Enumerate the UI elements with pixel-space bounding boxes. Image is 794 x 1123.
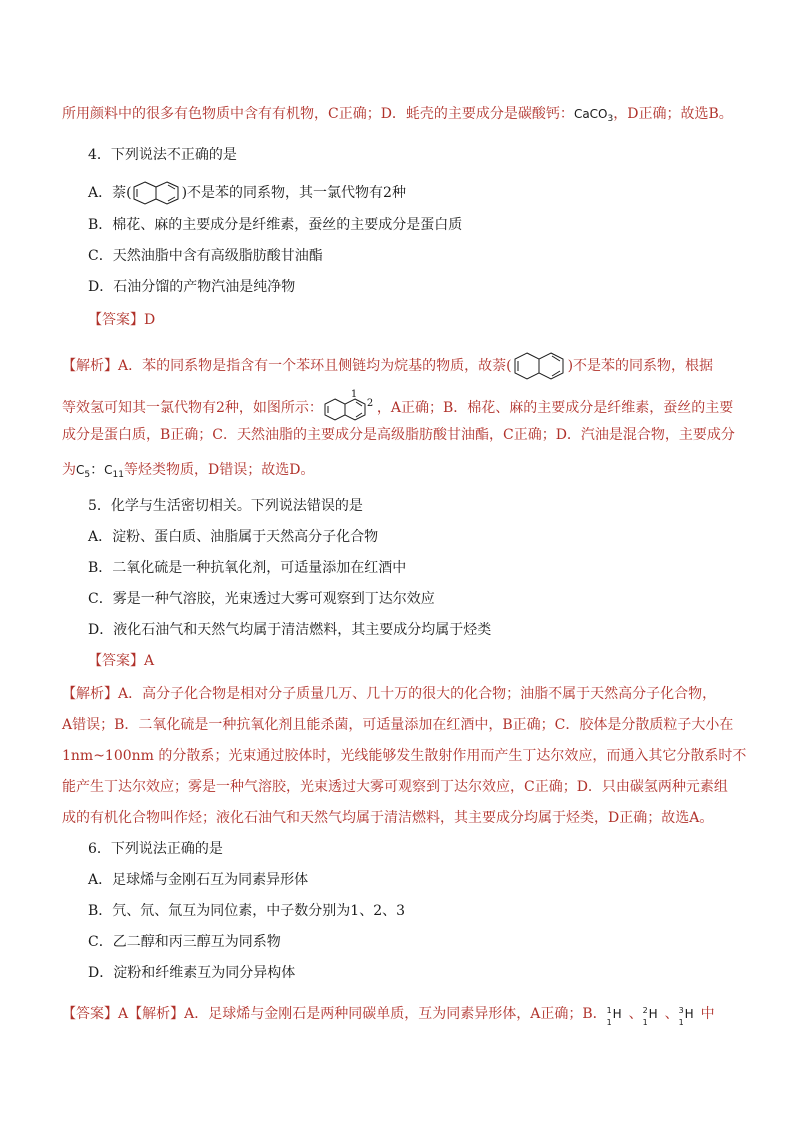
question-4-stem: 4．下列说法不正确的是 [88, 147, 237, 163]
question-4-explanation-4: 为$C_5$：$C_{11}$等烃类物质，D错误；故选D。 [62, 462, 315, 480]
question-5-explanation-2: A错误；B．二氧化硫是一种抗氧化剂且能杀菌，可适量添加在红酒中，B正确；C．胶体是分散质粒子大小在 [62, 717, 734, 733]
question-5-stem: 5．化学与生活密切相关。下列说法错误的是 [88, 498, 363, 514]
question-5-explanation-1: 【解析】A．高分子化合物是相对分子质量几万、几十万的很大的化合物；油脂不属于天然高分子化合物， [62, 686, 717, 702]
question-5-option-b: B．二氧化硫是一种抗氧化剂，可适量添加在红酒中 [88, 560, 407, 576]
position-label-1: 1 [350, 389, 358, 400]
question-6-option-b: B．氕、氘、氚互为同位素，中子数分别为1、2、3 [88, 903, 406, 919]
question-5-explanation-4: 能产生丁达尔效应；雾是一种气溶胶，光束透过大雾可观察到丁达尔效应，C正确；D．只由碳氢两种元素组 [62, 779, 728, 795]
question-5-option-d: D．液化石油气和天然气均属于清洁燃料，其主要成分均属于烃类 [88, 622, 492, 638]
question-5-option-c: C．雾是一种气溶胶，光束透过大雾可观察到丁达尔效应 [88, 591, 435, 607]
question-4-option-a: A．萘( )不是苯的同系物，其一氯代物有2种 [88, 180, 754, 206]
question-5-option-a: A．淀粉、蛋白质、油脂属于天然高分子化合物 [88, 529, 379, 545]
question-6-answer-explanation: 【答案】A【解析】A．足球烯与金刚石是两种同碳单质，互为同素异形体，A正确；B． 1 1 H 、 2 1 H 、 3 1 H 中 [62, 1003, 754, 1025]
question-5-explanation-3: 1nm~100nm 的分散系；光束通过胶体时，光线能够发生散射作用而产生丁达尔效应，而通入其它分散系时不 [62, 748, 747, 764]
continued-explanation [62, 104, 754, 129]
continued-tail: ，D正确；故选B。 [613, 106, 733, 122]
continued-text: 所用颜料中的很多有色物质中含有有机物，C正确；D．蚝壳的主要成分是碳酸钙： [62, 106, 574, 122]
question-6-option-a: A．足球烯与金刚石互为同素异形体 [88, 872, 309, 888]
question-4-option-d: D．石油分馏的产物汽油是纯净物 [88, 279, 296, 295]
naphthalene-positions-icon [323, 393, 369, 423]
question-5-explanation-5: 成的有机化合物叫作烃；液化石油气和天然气均属于清洁燃料，其主要成分均属于烃类，D正确；故选A。 [62, 810, 714, 826]
question-4-answer: 【答案】D [88, 312, 156, 328]
caco3-formula: CaCO$_3$ [573, 107, 614, 124]
question-4-option-b: B．棉花、麻的主要成分是纤维素，蚕丝的主要成分是蛋白质 [88, 217, 463, 233]
question-6-option-c: C．乙二醇和丙三醇互为同系物 [88, 934, 281, 950]
c11-formula: $C_{11}$ [104, 463, 124, 480]
naphthalene-numbered-diagram [323, 389, 377, 423]
question-6-stem: 6．下列说法正确的是 [88, 841, 223, 857]
c5-formula: $C_5$ [76, 463, 91, 480]
question-6-option-d: D．淀粉和纤维素互为同分异构体 [88, 965, 296, 981]
question-4-explanation-2: 等效氢可知其一氯代物有2种，如图所示： 1 2 ，A正确；B．棉花、麻的主要成分是纤维素，蚕丝的主要 [62, 393, 754, 423]
naphthalene-structure-icon [132, 180, 182, 206]
question-5-answer: 【答案】A [88, 653, 155, 669]
isotope-deuterium: 2 1 H [642, 1006, 658, 1027]
naphthalene-structure-icon [512, 351, 568, 381]
isotope-tritium: 3 1 H [678, 1006, 694, 1027]
position-label-2: 2 [366, 398, 374, 409]
isotope-protium: 1 1 H [606, 1006, 622, 1027]
question-4-option-c: C．天然油脂中含有高级脂肪酸甘油酯 [88, 248, 323, 264]
question-4-explanation-1: 【解析】A．苯的同系物是指含有一个苯环且侧链均为烷基的物质，故萘( )不是苯的同系物，根据 [62, 351, 754, 381]
question-4-explanation-3: 成分是蛋白质，B正确；C．天然油脂的主要成分是高级脂肪酸甘油酯，C正确；D．汽油是混合物，主要成分 [62, 427, 735, 443]
